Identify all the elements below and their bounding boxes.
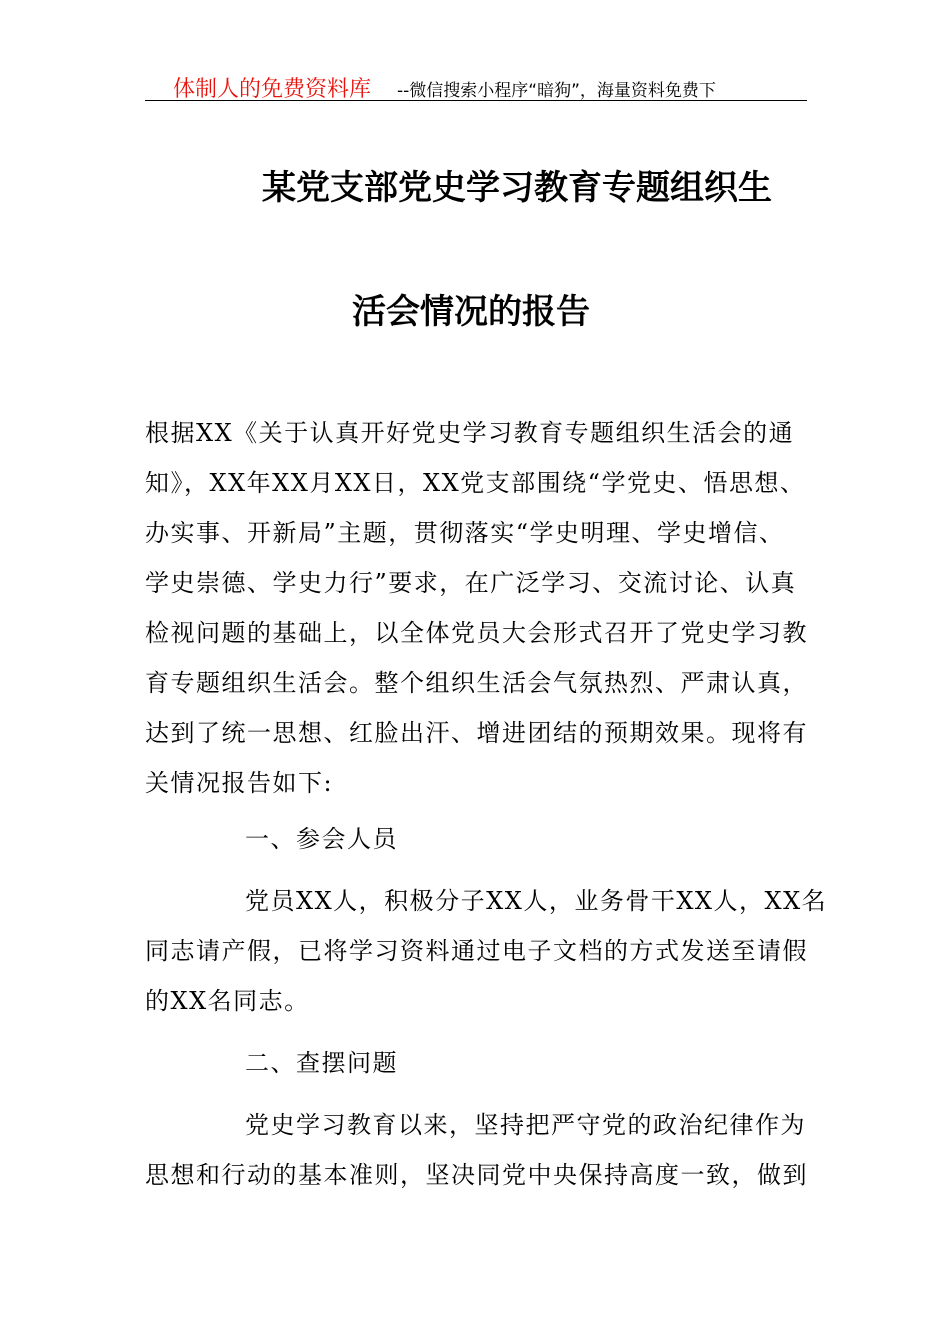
text-line: 知》，XX年XX月XX日，XX党支部围绕“学党史、悟思想、 (145, 469, 806, 497)
header-brand: 体制人的免费资料库 (173, 77, 372, 102)
section-2-paragraph (145, 1100, 813, 1200)
section-1-paragraph (145, 876, 828, 1026)
intro-paragraph (145, 408, 813, 808)
header-slogan: --微信搜索小程序“暗狗”，海量资料免费下 (397, 81, 716, 101)
text-line: 的XX名同志。 (145, 987, 310, 1015)
text-line: 检视问题的基础上，以全体党员大会形式召开了党史学习教 (145, 619, 808, 647)
text-line: 育专题组织生活会。整个组织生活会气氛热烈、严肃认真， (145, 669, 808, 697)
section-1 (145, 814, 813, 864)
text-line: 达到了统一思想、红脸出汗、增进团结的预期效果。现将有 (145, 719, 808, 747)
document-title-line-1: 某党支部党史学习教育专题组织生 (262, 168, 772, 208)
page-header (145, 70, 807, 101)
text-line: 关情况报告如下: (145, 769, 334, 797)
document-title-line-2: 活会情况的报告 (352, 292, 590, 332)
text-line: 根据XX《关于认真开好党史学习教育专题组织生活会的通 (145, 419, 795, 447)
text-line: 思想和行动的基本准则，坚决同党中央保持高度一致，做到 (145, 1161, 808, 1189)
text-line: 党史学习教育以来，坚持把严守党的政治纪律作为 (245, 1111, 806, 1139)
text-line: 同志请产假，已将学习资料通过电子文档的方式发送至请假 (145, 937, 808, 965)
section-2 (145, 1038, 813, 1088)
text-line: 办实事、开新局”主题，贯彻落实“学史明理、学史增信、 (145, 519, 785, 547)
text-line: 党员XX人，积极分子XX人，业务骨干XX人，XX名 (245, 887, 828, 915)
section-1-heading: 一、参会人员 (245, 825, 398, 853)
section-2-heading: 二、查摆问题 (245, 1049, 398, 1077)
text-line: 学史崇德、学史力行”要求，在广泛学习、交流讨论、认真 (145, 569, 797, 597)
